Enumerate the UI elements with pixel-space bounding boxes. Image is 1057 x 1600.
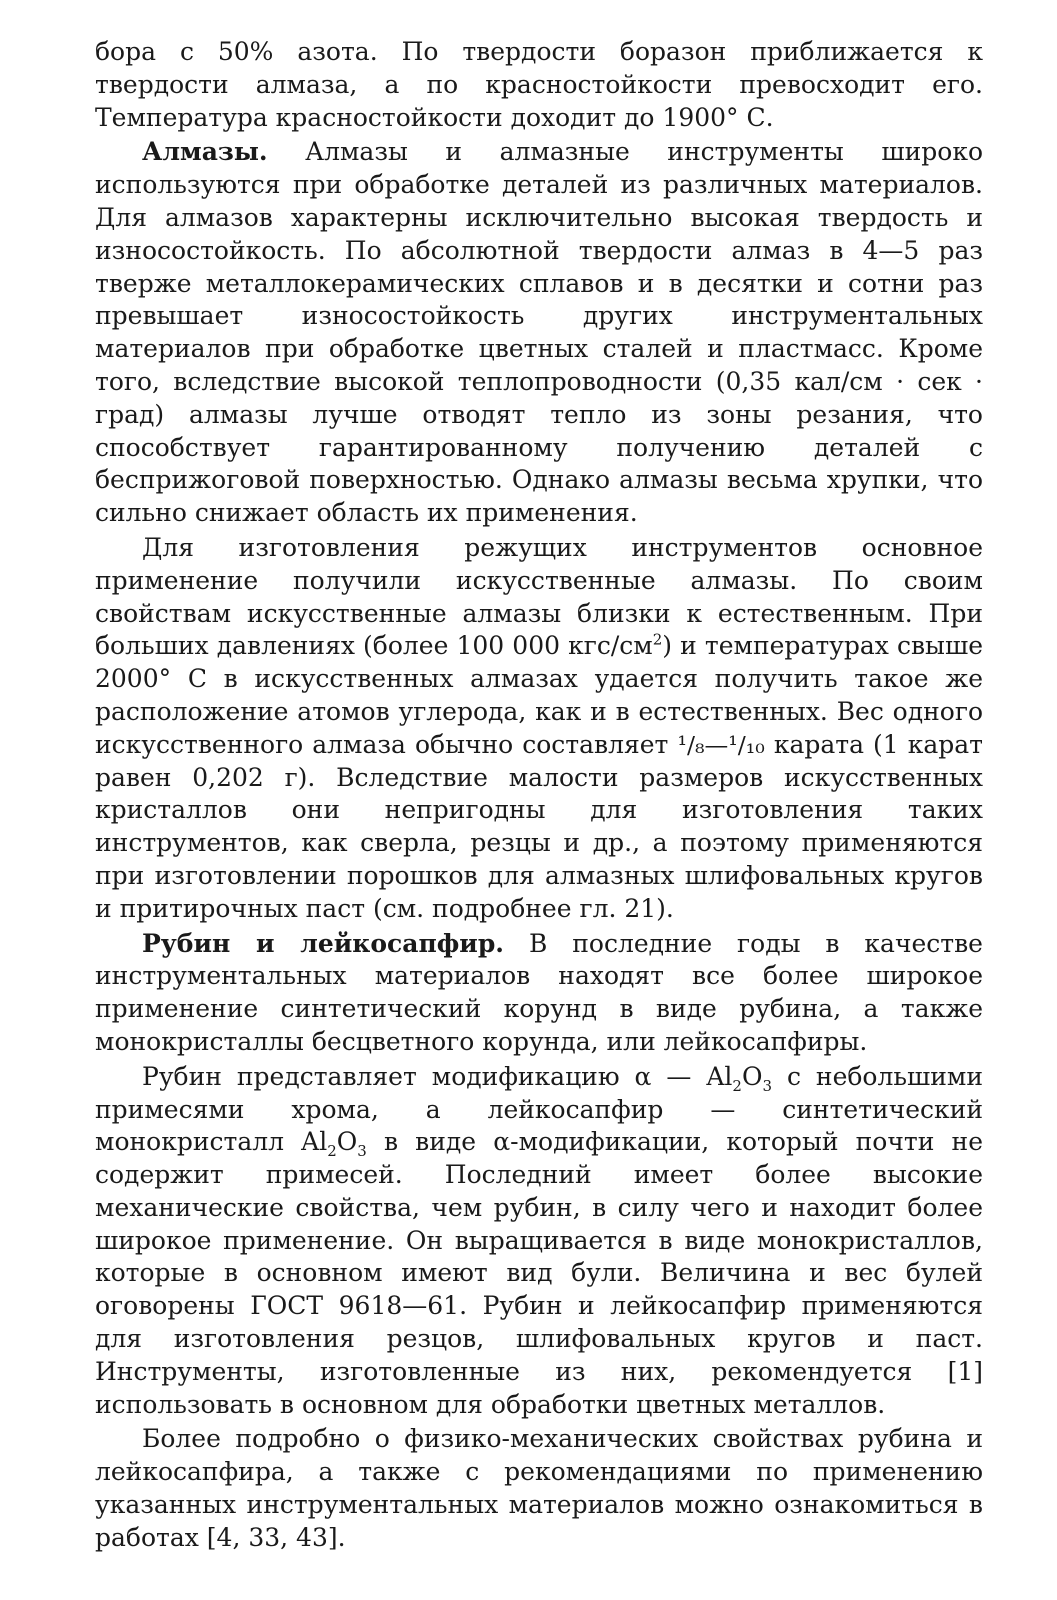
paragraph-text: Алмазы и алмазные инструменты широко используются при обработке деталей из различных материалов. Для алмазов характерны исключительно высокая твердость и износостойкость. По абсолютной твердости алмаз в 4—5 раз тверже металлокерамических сплавов и в десятки и сотни раз превышает износостойкость других инструментальных материалов при обработке цветных сталей и пластмасс. Кроме того, вследствие высокой теплопроводности (0,35 кал/см · сек · град) алмазы лучше отводят тепло из зоны резания, что способствует гарантированному получению деталей с бесприжоговой поверхностью. Однако алмазы весьма хрупки, что сильно снижает область их применения. bbox=[95, 137, 983, 528]
subscript: 2 bbox=[327, 1142, 337, 1161]
paragraph-ruby-modification bbox=[95, 1061, 983, 1422]
section-heading-ruby: Рубин и лейкосапфир. bbox=[142, 928, 505, 958]
paragraph-text: Более подробно о физико-механических свойствах рубина и лейкосапфира, а также с рекомендациями по применению указанных инструментальных материалов можно ознакомиться в работах [4, 33, 43]. bbox=[95, 1424, 983, 1552]
superscript: 2 bbox=[652, 631, 663, 650]
paragraph-diamonds bbox=[95, 136, 983, 530]
paragraph-borazon-end bbox=[95, 36, 983, 134]
section-heading-diamonds: Алмазы. bbox=[142, 137, 268, 167]
paragraph-artificial-diamonds bbox=[95, 532, 983, 926]
paragraph-text: карата (1 карат равен 0,202 г). Вследствие малости размеров искусственных кристаллов они непригодны для изготовления таких инструментов, как сверла, резцы и др., а поэтому применяются при изготовлении порошков для алмазных шлифовальных кругов и притирочных паст (см. подробнее гл. 21). bbox=[95, 729, 983, 923]
paragraph-text: ) и температурах свыше 2000° С в искусственных алмазах удается получить такое же расположение атомов углерода, как и в естественных. Вес одного искусственного алмаза обычно составляет bbox=[95, 631, 983, 759]
paragraph-text: Для изготовления режущих инструментов основное применение получили искусственные алмазы. По своим свойствам искусственные алмазы близки к естественным. При больших давлениях (более 100 000 кгс/см bbox=[95, 532, 983, 661]
paragraph-text: бора с 50% азота. По твердости боразон приближается к твердости алмаза, а по красностойкости превосходит его. Температура красностойкости доходит до 1900° С. bbox=[95, 37, 983, 132]
paragraph-ruby-leucosapphire bbox=[95, 928, 983, 1059]
paragraph-text: В последние годы в качестве инструментальных материалов находят все более широкое применение синтетический корунд в виде рубина, а также монокристаллы бесцветного корунда, или лейкосапфиры. bbox=[95, 928, 983, 1056]
paragraph-text: O bbox=[741, 1061, 763, 1091]
fraction: ¹/₈—¹/₁₀ bbox=[677, 730, 765, 759]
paragraph-text: O bbox=[336, 1127, 358, 1157]
paragraph-text: в виде α-модификации, который почти не содержит примесей. Последний имеет более высокие механические свойства, чем рубин, в силу чего и находит более широкое применение. Он выращивается в виде монокристаллов, которые в основном имеют вид були. Величина и вес булей оговорены ГОСТ 9618—61. Рубин и лейкосапфир применяются для изготовления резцов, шлифовальных кругов и паст. Инструменты, изготовленные из них, рекомендуется [1] использовать в основном для обработки цветных металлов. bbox=[95, 1127, 983, 1419]
paragraph-text: Рубин представляет модификацию α — Al bbox=[142, 1061, 733, 1091]
paragraph-text: с небольшими примесями хрома, а лейкосапфир — синтетический монокристалл Al bbox=[95, 1061, 983, 1157]
document-page bbox=[95, 36, 983, 1555]
subscript: 3 bbox=[357, 1142, 367, 1161]
paragraph-references bbox=[95, 1423, 983, 1554]
subscript: 2 bbox=[732, 1076, 742, 1095]
subscript: 3 bbox=[762, 1076, 772, 1095]
